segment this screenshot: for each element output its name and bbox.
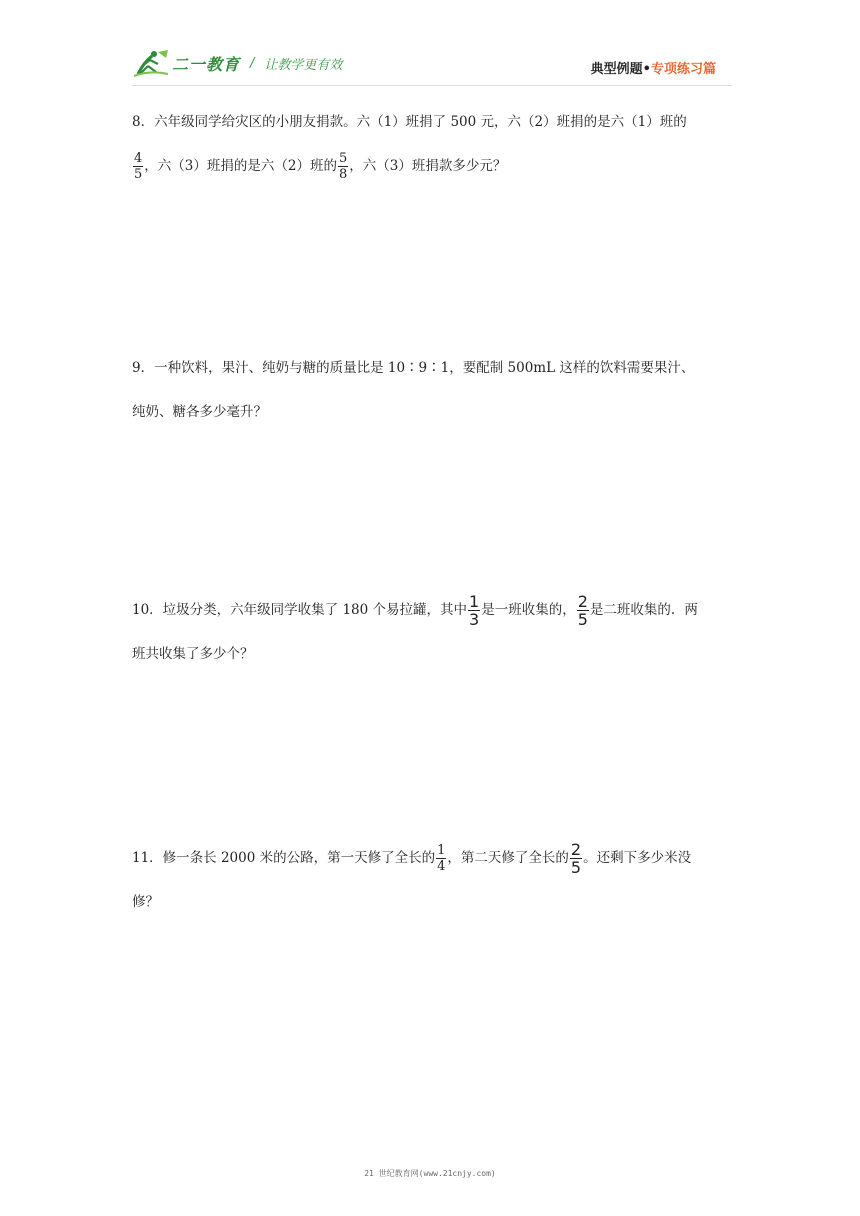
fraction-denominator: 8 bbox=[338, 167, 348, 182]
brand-name: 二一教育 bbox=[172, 54, 241, 74]
fraction-numerator: 2 bbox=[577, 592, 588, 611]
fraction-denominator: 5 bbox=[570, 858, 582, 877]
section-title-part2: 专项练习篇 bbox=[650, 62, 716, 77]
fraction-5-8 bbox=[338, 151, 348, 182]
fraction-2-5 bbox=[570, 841, 582, 876]
fraction-1-3 bbox=[468, 593, 480, 628]
question-10-line1 bbox=[132, 588, 732, 632]
question-8-text3: ，六（3）班捐款多少元？ bbox=[349, 158, 507, 174]
fraction-numerator: 1 bbox=[469, 592, 480, 611]
fraction-numerator: 5 bbox=[338, 151, 348, 166]
question-9-line1: 9．一种饮料，果汁、纯奶与糖的质量比是 10∶9∶1，要配制 500mL 这样的饮料需要果汁、 bbox=[132, 360, 695, 376]
question-11-text2: ，第二天修了全长的 bbox=[447, 850, 569, 866]
fraction-denominator: 5 bbox=[134, 167, 143, 182]
fraction-4-5 bbox=[133, 151, 143, 182]
fraction-denominator: 5 bbox=[577, 610, 588, 629]
fraction-1-4 bbox=[436, 843, 446, 874]
runner-logo-icon bbox=[132, 48, 170, 78]
question-10-text2: 是一班收集的， bbox=[481, 602, 576, 618]
question-11-line2: 修？ bbox=[132, 894, 159, 910]
fraction-numerator: 1 bbox=[437, 843, 446, 858]
fraction-numerator: 4 bbox=[134, 151, 143, 166]
fraction-denominator: 4 bbox=[437, 859, 446, 874]
question-8 bbox=[132, 100, 732, 188]
header-separator: / bbox=[250, 55, 255, 71]
question-11-line1 bbox=[132, 836, 732, 880]
question-8-text2: ，六（3）班捐的是六（2）班的 bbox=[144, 158, 337, 174]
page-header bbox=[132, 44, 732, 84]
question-9 bbox=[132, 346, 732, 434]
question-10-text1: 10．垃圾分类，六年级同学收集了 180 个易拉罐，其中 bbox=[132, 602, 468, 618]
question-11-text3: 。还剩下多少米没 bbox=[583, 850, 692, 866]
page-footer: 21 世纪教育网(www.21cnjy.com) bbox=[364, 1169, 496, 1178]
fraction-denominator: 3 bbox=[469, 610, 480, 629]
question-10-text3: 是二班收集的．两 bbox=[589, 602, 698, 618]
question-11-text1: 11．修一条长 2000 米的公路，第一天修了全长的 bbox=[132, 850, 436, 866]
logo bbox=[132, 48, 342, 78]
header-divider bbox=[132, 85, 732, 86]
fraction-2-5 bbox=[577, 593, 589, 628]
slogan: 让教学更有效 bbox=[264, 57, 343, 73]
question-8-line2 bbox=[132, 144, 732, 188]
section-title-part1: 典型例题• bbox=[590, 62, 651, 77]
fraction-numerator: 2 bbox=[570, 840, 582, 859]
question-10 bbox=[132, 588, 732, 676]
question-11 bbox=[132, 836, 732, 924]
question-9-line2: 纯奶、糖各多少毫升？ bbox=[132, 404, 267, 420]
question-10-line2: 班共收集了多少个？ bbox=[132, 646, 254, 662]
section-title bbox=[591, 58, 716, 77]
question-8-line1: 8．六年级同学给灾区的小朋友捐款。六（1）班捐了 500 元，六（2）班捐的是六（1）班的 bbox=[132, 114, 687, 130]
